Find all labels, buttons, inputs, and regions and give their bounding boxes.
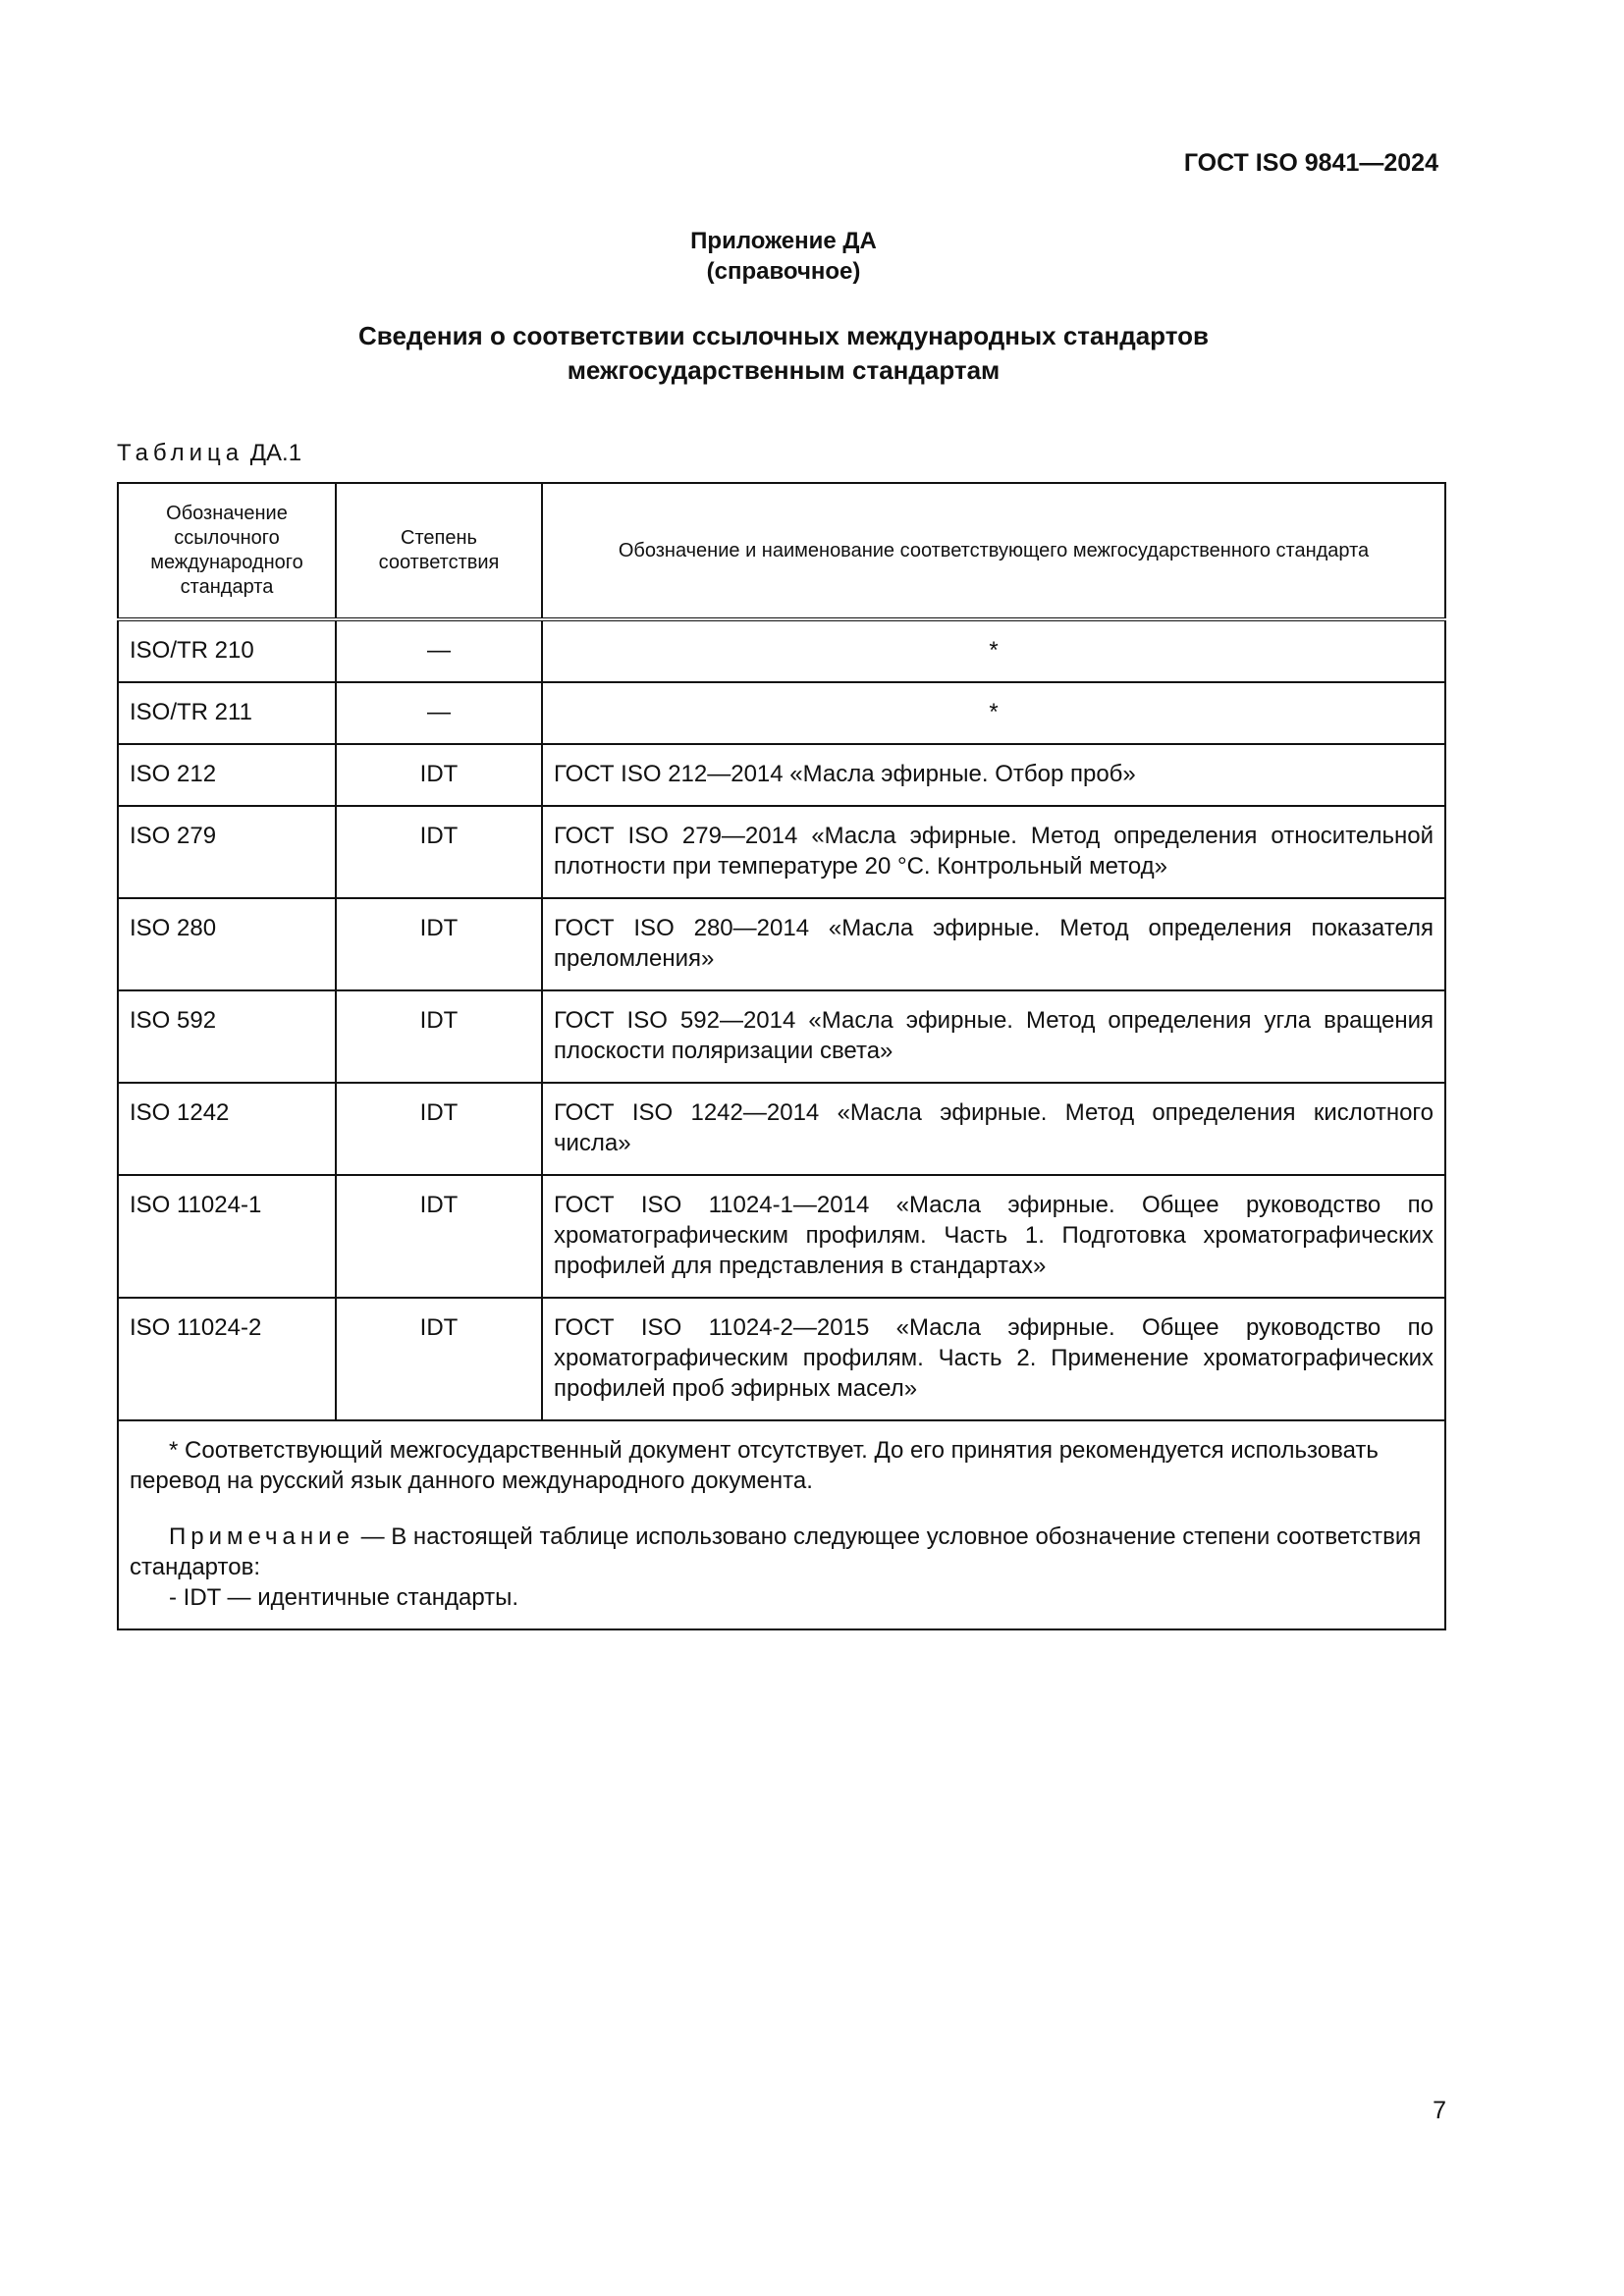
cell-name: ГОСТ ISO 279—2014 «Масла эфирные. Метод определения относительной плотности при температуре 20 °С. Контрольный метод» xyxy=(542,806,1445,898)
table-label: Таблица xyxy=(117,440,244,466)
cell-iso: ISO 11024-2 xyxy=(118,1298,336,1420)
cell-degree: IDT xyxy=(336,898,542,990)
header-international-standard: Обозначение ссылочного международного стандарта xyxy=(118,483,336,619)
document-code: ГОСТ ISO 9841—2024 xyxy=(1183,149,1438,177)
table-row xyxy=(118,682,1445,744)
table-footnote-row xyxy=(118,1420,1445,1629)
cell-name: ГОСТ ISO 1242—2014 «Масла эфирные. Метод определения кислотного числа» xyxy=(542,1083,1445,1175)
note-paragraph xyxy=(130,1522,1434,1582)
cell-iso: ISO 1242 xyxy=(118,1083,336,1175)
annex-heading xyxy=(0,226,1567,287)
table-row xyxy=(118,1083,1445,1175)
cell-name: ГОСТ ISO 11024-1—2014 «Масла эфирные. Общее руководство по хроматографическим профилям. Часть 1. Подготовка хроматографических профилей для представления в стандартах» xyxy=(542,1175,1445,1298)
cell-iso: ISO 279 xyxy=(118,806,336,898)
table-caption xyxy=(117,440,301,467)
section-title xyxy=(0,319,1567,388)
cell-degree: IDT xyxy=(336,1175,542,1298)
cell-name: ГОСТ ISO 11024-2—2015 «Масла эфирные. Общее руководство по хроматографическим профилям. Часть 2. Применение хроматографических профилей проб эфирных масел» xyxy=(542,1298,1445,1420)
table-footnote xyxy=(118,1420,1445,1629)
note-text: — В настоящей таблице использовано следующее условное обозначение степени соответствия стандартов: xyxy=(130,1523,1422,1580)
cell-degree: IDT xyxy=(336,806,542,898)
table-header-row xyxy=(118,483,1445,619)
cell-degree: IDT xyxy=(336,744,542,806)
cell-name: * xyxy=(542,682,1445,744)
table-row xyxy=(118,744,1445,806)
annex-subtitle: (справочное) xyxy=(706,258,861,285)
cell-name: * xyxy=(542,619,1445,682)
footnote-text: * Соответствующий межгосударственный документ отсутствует. До его принятия рекомендуется использовать перевод на русский язык данного международного документа. xyxy=(130,1437,1379,1494)
table-row xyxy=(118,1175,1445,1298)
note-item: - IDT — идентичные стандарты. xyxy=(169,1584,519,1611)
cell-iso: ISO 592 xyxy=(118,990,336,1083)
cell-iso: ISO/TR 210 xyxy=(118,619,336,682)
cell-degree: — xyxy=(336,682,542,744)
table-row xyxy=(118,619,1445,682)
table-row xyxy=(118,990,1445,1083)
cell-name: ГОСТ ISO 212—2014 «Масла эфирные. Отбор проб» xyxy=(542,744,1445,806)
table-number: ДА.1 xyxy=(249,440,302,466)
annex-title: Приложение ДА xyxy=(690,228,877,254)
cell-iso: ISO 212 xyxy=(118,744,336,806)
cell-iso: ISO 280 xyxy=(118,898,336,990)
cell-degree: IDT xyxy=(336,1083,542,1175)
cell-name: ГОСТ ISO 280—2014 «Масла эфирные. Метод определения показателя преломления» xyxy=(542,898,1445,990)
cell-iso: ISO 11024-1 xyxy=(118,1175,336,1298)
cell-degree: IDT xyxy=(336,990,542,1083)
header-interstate-standard: Обозначение и наименование соответствующего межгосударственного стандарта xyxy=(542,483,1445,619)
note-label: Примечание xyxy=(169,1523,354,1550)
correspondence-table xyxy=(117,482,1446,1630)
cell-degree: IDT xyxy=(336,1298,542,1420)
section-title-line-2: межгосударственным стандартам xyxy=(567,355,1001,385)
section-title-line-1: Сведения о соответствии ссылочных международных стандартов xyxy=(358,321,1209,350)
table-row xyxy=(118,898,1445,990)
cell-iso: ISO/TR 211 xyxy=(118,682,336,744)
page-number: 7 xyxy=(1433,2097,1446,2124)
table-row xyxy=(118,1298,1445,1420)
cell-name: ГОСТ ISO 592—2014 «Масла эфирные. Метод определения угла вращения плоскости поляризации света» xyxy=(542,990,1445,1083)
table-row xyxy=(118,806,1445,898)
header-degree: Степень соответствия xyxy=(336,483,542,619)
cell-degree: — xyxy=(336,619,542,682)
